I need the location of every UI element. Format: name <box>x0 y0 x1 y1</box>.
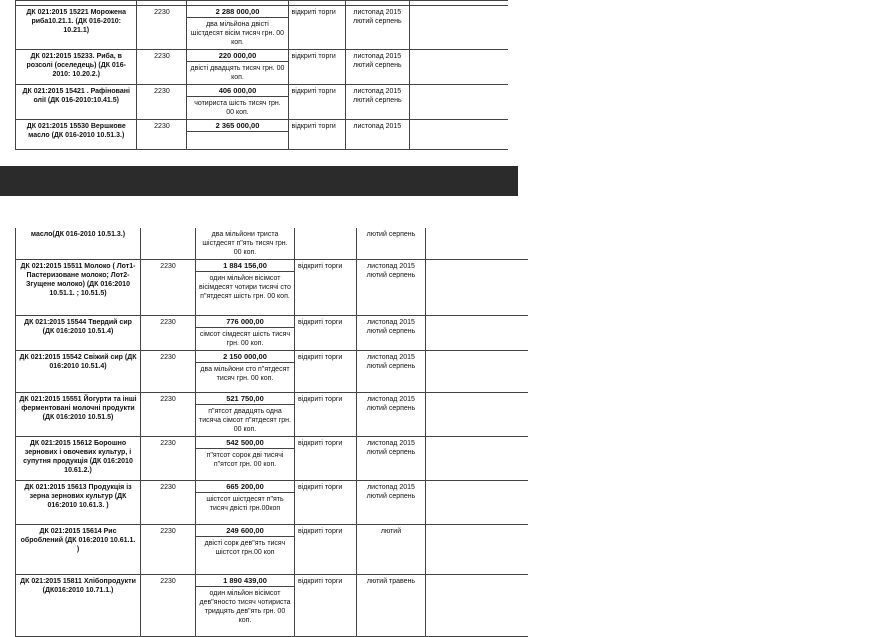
item-code: 2230 <box>141 316 196 351</box>
item-code: 2230 <box>137 85 187 120</box>
item-name: ДК 021:2015 15542 Свіжий сир (ДК 016:2010 10.51.4) <box>16 351 141 393</box>
table-row <box>16 50 509 85</box>
item-procedure: відкриті торги <box>288 50 345 85</box>
item-amount: 249 600,00 <box>196 525 294 537</box>
item-period: листопад 2015 лютий серпень <box>357 437 426 481</box>
item-period: листопад 2015 лютий серпень <box>357 260 426 316</box>
document-page-top <box>15 0 508 139</box>
item-name: масло(ДК 016-2010 10.51.3.) <box>16 228 141 260</box>
item-procedure: відкриті торги <box>295 437 357 481</box>
item-procedure: відкриті торги <box>295 575 357 637</box>
item-procedure: відкриті торги <box>295 393 357 437</box>
item-period: листопад 2015 лютий серпень <box>357 393 426 437</box>
item-amount-words: два мільйони триста шістдесят п"ять тисяч грн. 00 коп. <box>202 231 288 256</box>
table-row <box>16 85 509 120</box>
item-name: ДК 021:2015 15530 Вершкове масло (ДК 016-2010 10.51.3.) <box>16 120 137 150</box>
item-amount: 542 500,00 <box>196 437 294 449</box>
item-name: ДК 021:2015 15544 Твердий сир (ДК 016:2010 10.51.4) <box>16 316 141 351</box>
table-row-continued <box>16 228 529 260</box>
procurement-table-bottom <box>15 228 528 637</box>
item-amount-words: двісті сорк дев"ять тисяч шістсот грн.00 коп <box>204 540 286 556</box>
table-row <box>16 393 529 437</box>
item-period: лютий серпень <box>357 228 426 260</box>
item-code: 2230 <box>137 50 187 85</box>
item-code: 2230 <box>141 481 196 525</box>
item-code: 2230 <box>141 351 196 393</box>
table-row <box>16 437 529 481</box>
item-name: ДК 021:2015 15421 . Рафіновані олії (ДК 016-2010:10.41.5) <box>16 85 137 120</box>
table-row <box>16 316 529 351</box>
item-amount-words: п"ятсот сорок дві тисячі п"ятсот грн. 00 коп. <box>206 452 284 468</box>
item-code: 2230 <box>141 393 196 437</box>
item-amount-words: чотириста шість тисяч грн. 00 коп. <box>194 100 281 116</box>
item-period: листопад 2015 лютий серпень <box>345 85 409 120</box>
item-name: ДК 021:2015 15612 Борошно зернових і овочевих культур, і супутня продукція (ДК 016:2010 10.61.2.) <box>16 437 141 481</box>
table-row <box>16 260 529 316</box>
item-amount-words: сімсот сімдесят шість тисяч грн. 00 коп. <box>199 331 291 347</box>
document-page-bottom <box>15 228 508 636</box>
item-amount: 1 890 439,00 <box>196 575 294 587</box>
item-procedure: відкриті торги <box>295 260 357 316</box>
table-row <box>16 525 529 575</box>
item-name: ДК 021:2015 15613 Продукція із зерна зернових культур (ДК 016:2010 10.61.3. ) <box>16 481 141 525</box>
item-name: ДК 021:2015 15511 Молоко ( Лот1- Пастеризоване молоко; Лот2- Згущене молоко) (ДК 016:2010 10.51.1. ; 10.51.5) <box>16 260 141 316</box>
item-period: листопад 2015 лютий серпень <box>357 481 426 525</box>
item-procedure: відкриті торги <box>295 351 357 393</box>
item-amount: 406 000,00 <box>187 85 287 97</box>
item-amount-words: п"ятсот двадцять одна тисяча сімсот п"ятдесят грн. 00 коп. <box>199 408 291 433</box>
item-code: 2230 <box>137 6 187 50</box>
item-amount-words: один мільйон вісімсот дев"яносто тисяч чотириста тридцять дев"ять грн. 00 коп. <box>199 590 291 624</box>
item-amount-words: два мільйони сто п"ятдесят тисяч грн. 00 коп. <box>200 366 290 382</box>
table-row <box>16 120 509 150</box>
item-amount: 665 200,00 <box>196 481 294 493</box>
item-amount: 1 884 156,00 <box>196 260 294 272</box>
item-amount-words: двісті двадцять тисяч грн. 00 коп. <box>190 65 285 81</box>
item-period: листопад 2015 лютий серпень <box>357 351 426 393</box>
item-period: лютий <box>357 525 426 575</box>
item-period: листопад 2015 <box>345 120 409 150</box>
item-code: 2230 <box>141 575 196 637</box>
item-code: 2230 <box>141 525 196 575</box>
item-amount: 2 365 000,00 <box>187 120 287 132</box>
item-procedure: відкриті торги <box>295 481 357 525</box>
item-name: ДК 021:2015 15614 Рис оброблений (ДК 016:2010 10.61.1. ) <box>16 525 141 575</box>
item-amount: 776 000,00 <box>196 316 294 328</box>
table-row <box>16 575 529 637</box>
item-period: лютий травень <box>357 575 426 637</box>
page-separator-bar <box>0 166 518 196</box>
item-amount: 2 150 000,00 <box>196 351 294 363</box>
item-amount-words: один мільйон вісімсот вісімдесят чотири тисячі сто п"ятдесят шість грн. 00 коп. <box>199 275 291 300</box>
table-row <box>16 481 529 525</box>
item-name: ДК 021:2015 15551 Йогурти та інші ферментовані молочні продукти (ДК 016:2010 10.51.5) <box>16 393 141 437</box>
item-procedure: відкриті торги <box>288 120 345 150</box>
item-amount: 521 750,00 <box>196 393 294 405</box>
item-name: ДК 021:2015 15811 Хлібопродукти (ДК016:2010 10.71.1.) <box>16 575 141 637</box>
item-procedure: відкриті торги <box>295 525 357 575</box>
item-name: ДК 021:2015 15233. Риба, в розсолі (оселедець) (ДК 016-2010: 10.20.2.) <box>16 50 137 85</box>
item-amount: 2 288 000,00 <box>187 6 287 18</box>
item-procedure: відкриті торги <box>288 85 345 120</box>
table-row <box>16 6 509 50</box>
item-code: 2230 <box>141 260 196 316</box>
item-amount: 220 000,00 <box>187 50 287 62</box>
item-amount-words: шістсот шістдесят п"ять тисяч двісті грн.00коп <box>206 496 284 512</box>
procurement-table-top <box>15 0 508 150</box>
item-code: 2230 <box>141 437 196 481</box>
item-procedure: відкриті торги <box>288 6 345 50</box>
table-row <box>16 351 529 393</box>
item-amount-words: два мільйона двісті шістдесят вісім тисяч грн. 00 коп. <box>190 21 285 46</box>
item-name: ДК 021:2015 15221 Морожена риба10.21.1. (ДК 016-2010: 10.21.1) <box>16 6 137 50</box>
item-period: листопад 2015 лютий серпень <box>357 316 426 351</box>
item-procedure: відкриті торги <box>295 316 357 351</box>
item-amount-words <box>187 132 287 136</box>
item-period: листопад 2015 лютий серпень <box>345 50 409 85</box>
item-period: листопад 2015 лютий серпень <box>345 6 409 50</box>
item-code: 2230 <box>137 120 187 150</box>
